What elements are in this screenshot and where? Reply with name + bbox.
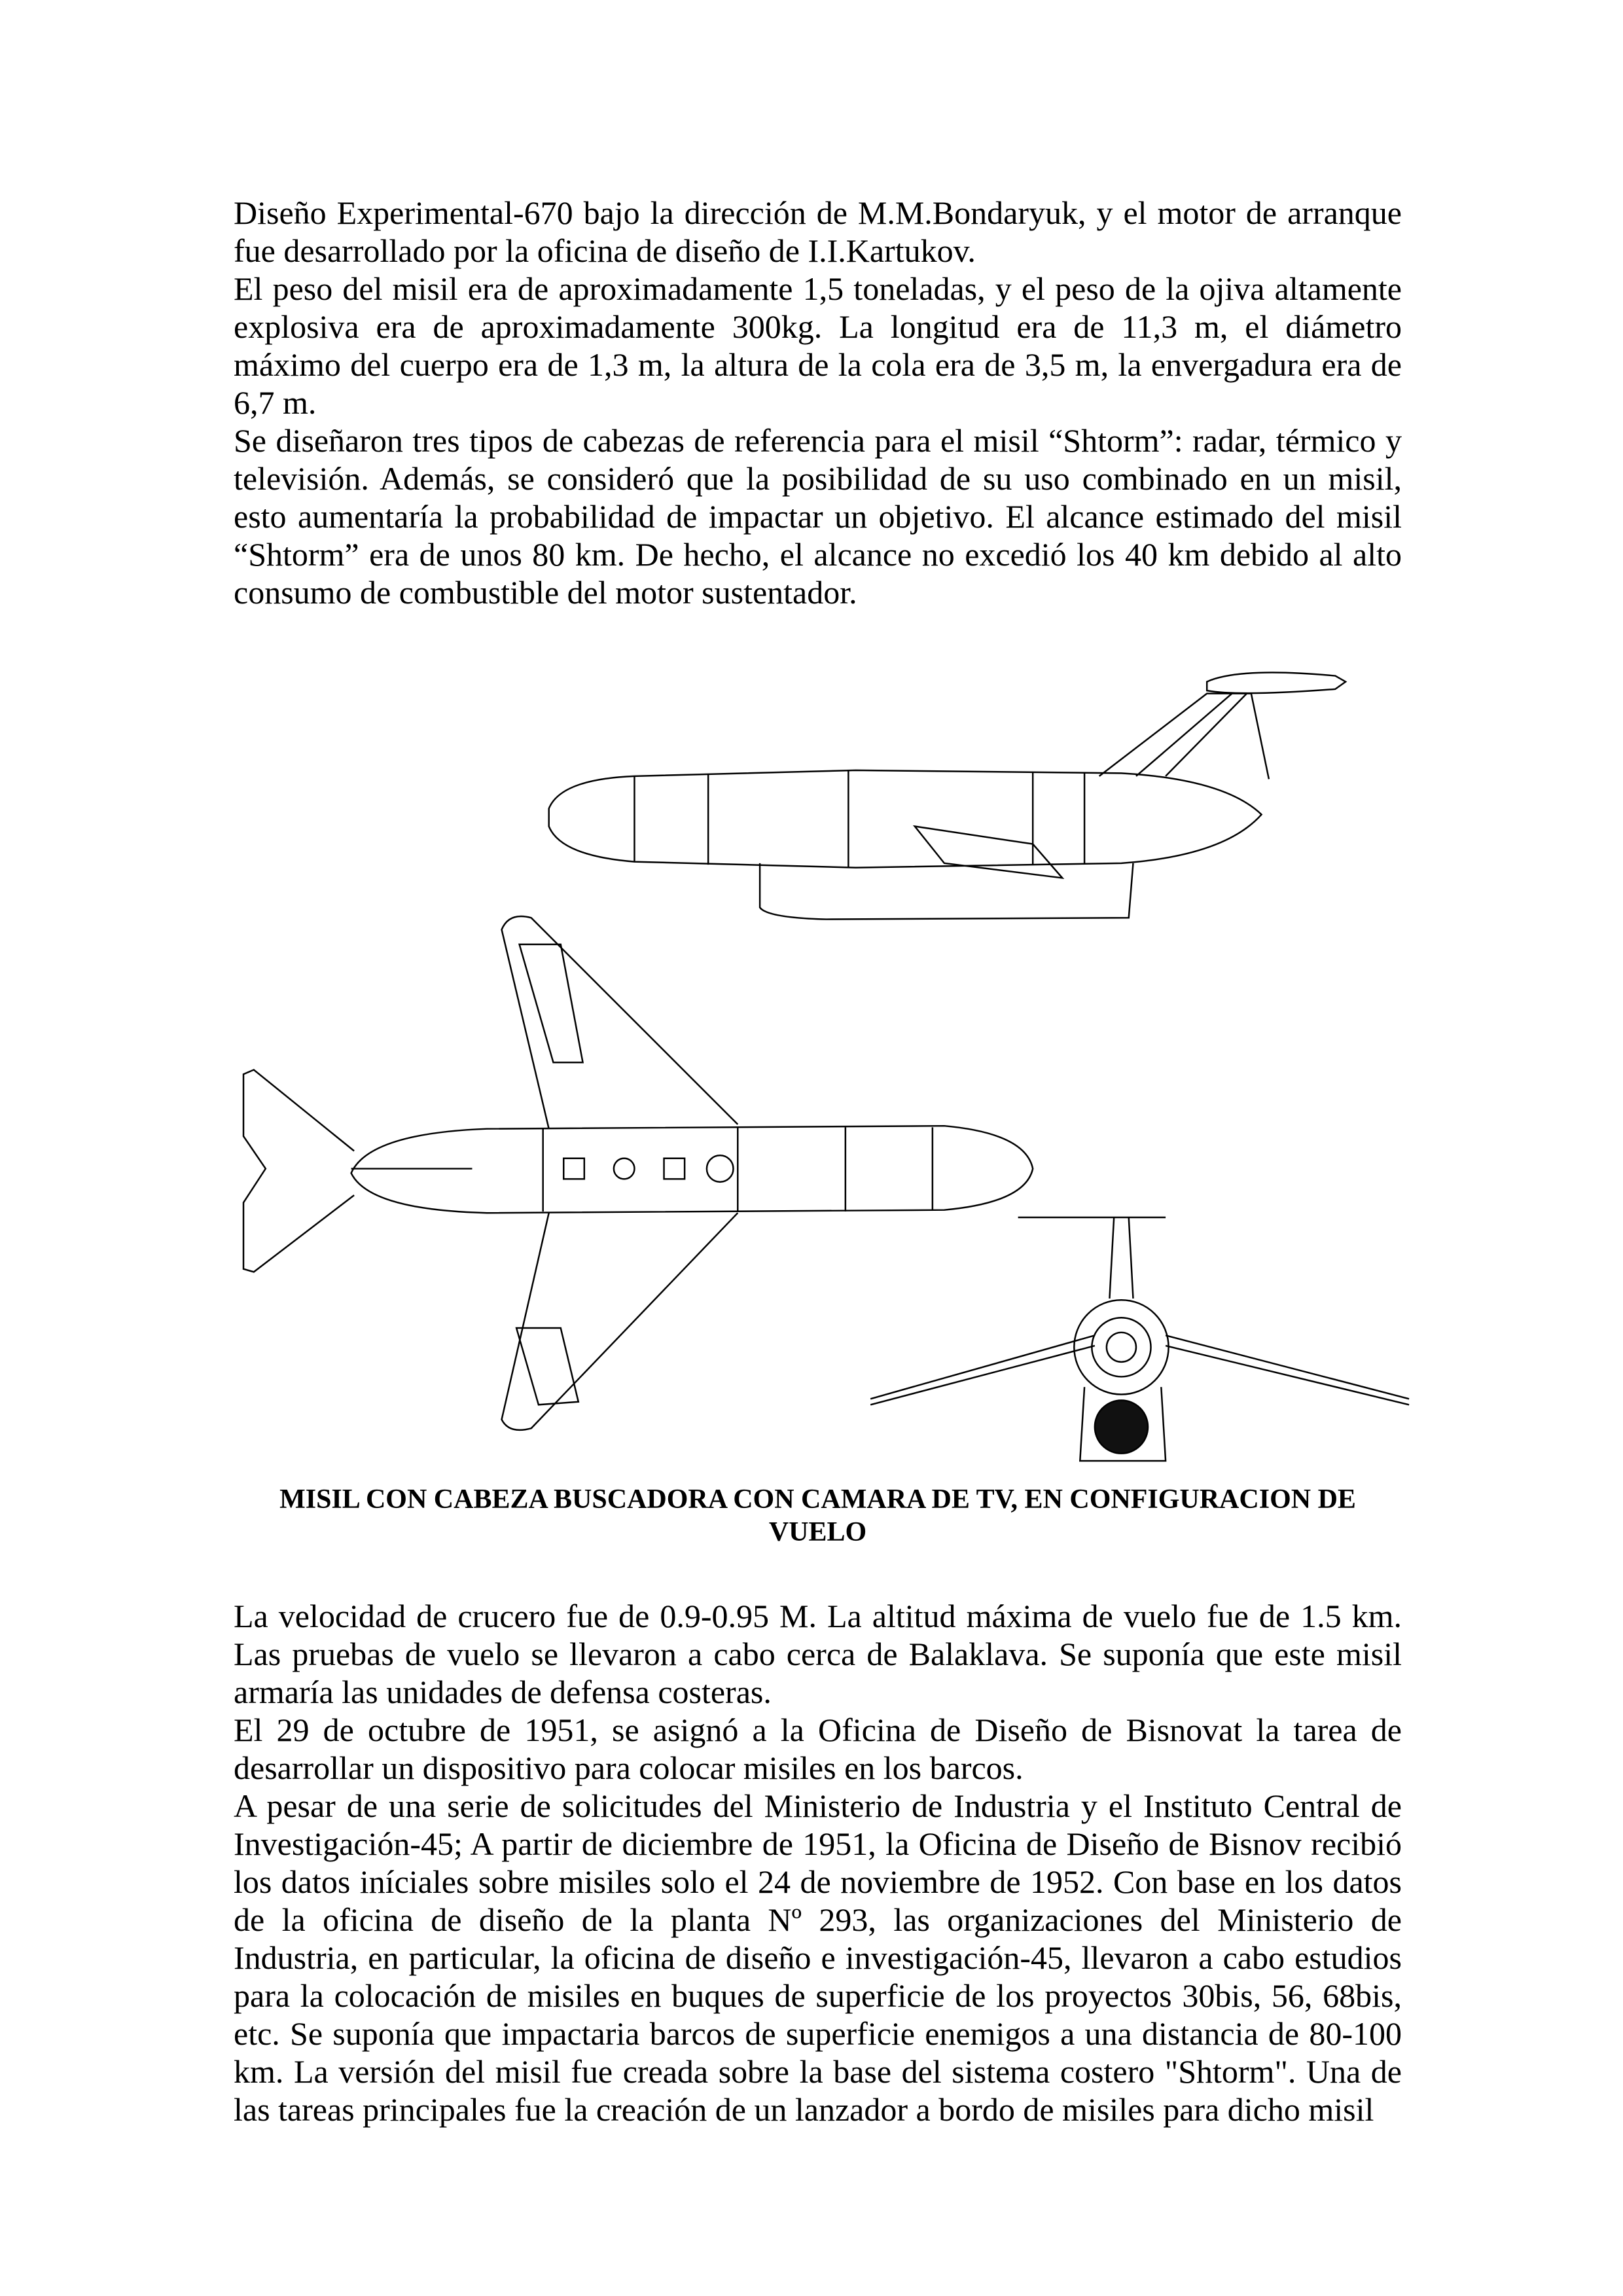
paragraph: La velocidad de crucero fue de 0.9-0.95 M. La altitud máxima de vuelo fue de 1.5 km. Las pruebas de vuelo se llevaron a cabo cerca de Balaklava. Se suponía que este misil armaría las unidades de defensa costeras. (234, 1598, 1402, 1710)
top-tail (243, 1070, 354, 1272)
paragraph: A pesar de una serie de solicitudes del Ministerio de Industria y el Instituto Central de Investigación-45; A partir de diciembre de 1951, la Oficina de Diseño de Bisnov recibió los datos iníciales sobre misiles solo el 24 de noviembre de 1952. Con base en los datos de la oficina de diseño de la planta Nº 293, las organizaciones del Ministerio de Industria, en particular, la oficina de diseño e investigación-45, llevaron a cabo estudios para la colocación de misiles en buques de superficie de los proyectos 30bis, 56, 68bis, etc. Se suponía que impactaria barcos de superficie enemigos a una distancia de 80-100 km. La versión del misil fue creada sobre la base del sistema costero "Shtorm". Una de las tareas principales fue la creación de un lanzador a bordo de misiles para dicho misil (234, 1787, 1402, 2128)
figure-caption: MISIL CON CABEZA BUSCADORA CON CAMARA DE TV, EN CONFIGURACION DE VUELO (279, 1484, 1356, 1547)
side-fuselage (549, 770, 1262, 868)
front-intake (1095, 1401, 1148, 1454)
side-tail-fin (1099, 694, 1269, 780)
paragraph: El peso del misil era de aproximadamente 1,5 toneladas, y el peso de la ojiva altamente explosiva era de aproximadamente 300kg. La longitud era de 11,3 m, el diámetro máximo del cuerpo era de 1,3 m, la altura de la cola era de 3,5 m, la envergadura era de 6,7 m. (234, 270, 1402, 421)
paragraph: El 29 de octubre de 1951, se asignó a la Oficina de Diseño de Bisnovat la tarea de desarrollar un dispositivo para colocar misiles en los barcos. (234, 1712, 1402, 1786)
paragraph: Se diseñaron tres tipos de cabezas de referencia para el misil “Shtorm”: radar, térmico y televisión. Además, se consideró que la posibilidad de su uso combinado en un misil, esto aumentaría la probabilidad de impactar un objetivo. El alcance estimado del misil “Shtorm” era de unos 80 km. De hecho, el alcance no excedió los 40 km debido al alto consumo de combustible del motor sustentador. (234, 422, 1402, 611)
side-wing (915, 827, 1062, 878)
side-engine-pod (760, 863, 1133, 920)
front-wing-left (870, 1335, 1095, 1399)
side-tail-pod (1207, 672, 1346, 693)
side-view (549, 672, 1346, 919)
top-view (243, 916, 1033, 1430)
paragraph: Diseño Experimental-670 bajo la dirección de M.M.Bondaryuk, y el motor de arranque fue desarrollado por la oficina de diseño de I.I.Kartukov. (234, 194, 1402, 269)
text-block-bottom (234, 1597, 1402, 2128)
front-view (870, 1217, 1409, 1461)
top-wing-upper (502, 916, 738, 1129)
front-wing-right (1166, 1335, 1409, 1399)
